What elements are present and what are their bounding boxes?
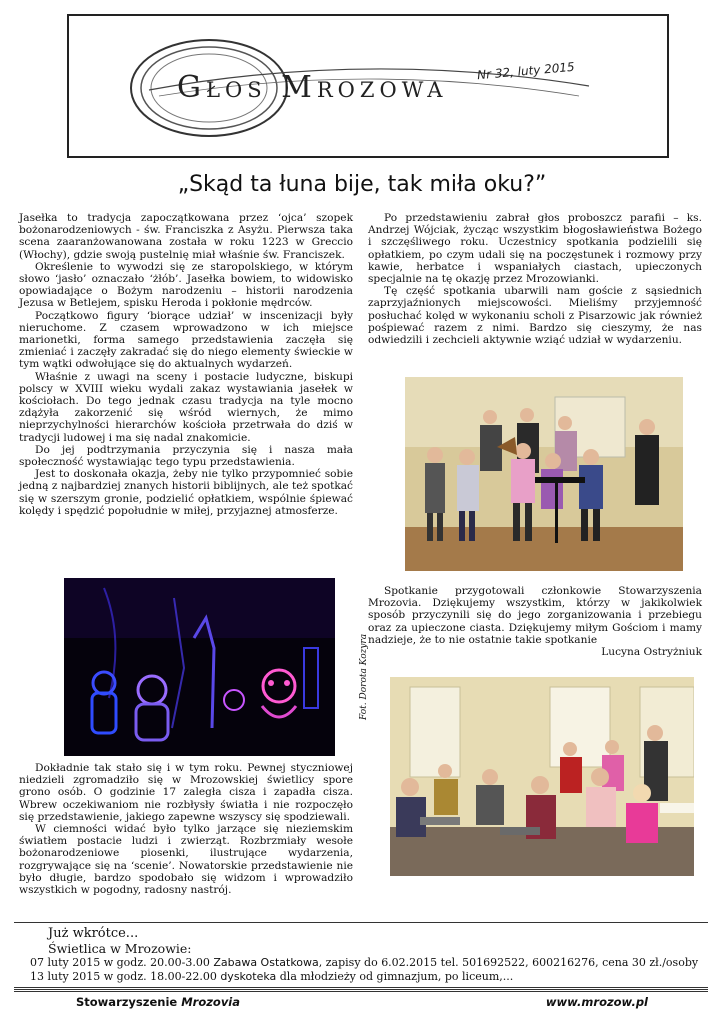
- footer-website-link[interactable]: www.mrozow.pl: [545, 995, 648, 1009]
- event-details: , zapisy do 6.02.2015 tel. 501692522, 600216276, cena 30 zł./osoby: [318, 956, 699, 969]
- paragraph: Właśnie z uwagi na sceny i postacie ludyczne, biskupi polscy w XVIII wieku wydali zakaz wystawiania jasełek w kościołach. Do tego jednak czasu tradycja na tyle mocno zdążyła zakorzenić się wśród wiernych, że mimo nieprzychylności hierarchów kościoła przetrwała do dziś w tradycji ludowej i ma się nadal znakomicie.: [19, 370, 353, 444]
- org-prefix: Stowarzyszenie: [76, 995, 182, 1009]
- photo-credit: Fot. Dorota Kozyra: [359, 633, 369, 720]
- event-name: dyskoteka: [220, 970, 277, 983]
- paragraph: Po przedstawieniu zabrał głos proboszcz parafii – ks. Andrzej Wójciak, życząc wszystkim błogosławieństwa Bożego i szczęśliwego roku. Uczestnicy spotkania podzielili się opłatkiem, po czym udali się na poczęstunek i rozmowy przy kawie, herbatce i wspaniałych ciastach, upieczonych specjalnie na tę okazję przez Mrozowianki.: [368, 212, 702, 286]
- event-details: dla młodzieży od gimnazjum, po liceum,...: [276, 970, 514, 983]
- paragraph: Spotkanie przygotowali członkowie Stowarzyszenia Mrozovia. Dziękujemy wszystkim, którzy w jakikolwiek sposób przyczynili się do jego zorganizowania i przebiegu oraz za upieczone ciasta. Dziękujemy miłym Gościom i mamy nadzieje, że to nie ostatnie takie spotkanie: [368, 585, 702, 646]
- footer-organization: [76, 995, 240, 1009]
- column-right-top: [368, 212, 702, 346]
- paragraph: Dokładnie tak stało się i w tym roku. Pewnej styczniowej niedzieli zgromadziło się w Mrozowskiej świetlicy spore grono osób. O godzinie 17 zaległa cisza i zapadła cisza. Wbrew oczekiwaniom nie rozbłysły światła i nie rozpoczęło się przedstawienie, jakiego zapewne wszyscy się spodziewali.: [19, 762, 353, 823]
- paragraph: Do jej podtrzymania przyczynia się i nasza mała społeczność wystawiając tego typu przedstawienia.: [19, 443, 353, 469]
- paragraph: Jasełka to tradycja zapoczątkowana przez ‘ojca’ szopek bożonarodzeniowych - św. Franciszka z Asyżu. Pierwsza taka scena zaaranżowanowana została w roku 1223 w Greccio (Włochy), gdzie swoją pustelnię miał właśnie św. Franciszek.: [19, 212, 353, 261]
- paragraph: Jest to doskonała okazja, żeby nie tylko przypomnieć sobie jedną z najbardziej znanych historii biblijnych, ale też spotkać się w szerszym gronie, podzielić opłatkiem, wspólnie śpiewać kolędy i spędzić popołudnie w miłej, przyjaznej atmosferze.: [19, 468, 353, 517]
- event-line: [30, 970, 513, 983]
- headline: „Skąd ta łuna bije, tak miła oku?”: [177, 172, 547, 197]
- paragraph: W ciemności widać było tylko jarzące się nieziemskim światłem postacie ludzi i zwierząt. Rozbrzmiały wesołe bożonarodzeniowe piosenki, ilustrujące wydarzenia, rozgrywające się na ‘scenie’. Nowatorskie przedstawienie nie było długie, bardzo spodobało się widzom i wprowadziło wszystkich w pogodny, radosny nastrój.: [19, 823, 353, 897]
- photo-glowing-nativity: [64, 578, 335, 756]
- column-left-top: [19, 212, 353, 517]
- photo-choir: [405, 377, 683, 571]
- column-left-bottom: [19, 762, 353, 896]
- paragraph: Określenie to wywodzi się ze staropolskiego, w którym słowo ‘jasło’ oznaczało ‘żłób’. Jasełka bowiem, to widowisko opowiadające o Bożym narodzeniu – historii narodzenia Jezusa w Betlejem, spisku Heroda i pokłonie mędrców.: [19, 260, 353, 310]
- event-date: 07 luty 2015 w godz. 20.00-3.00: [30, 956, 214, 969]
- paragraph: Tę część spotkania ubarwili nam goście z sąsiednich zaprzyjaźnionych miejscowości. Mieliśmy przyjemność posłuchać kolęd w wykonaniu scholi z Pisarzowic jak również pośpiewać razem z nimi. Bardzo się cieszymy, że nas odwiedzili i zechcieli aktywnie wziąć udział w wydarzeniu.: [368, 285, 702, 347]
- events-title: Już wkrótce...: [48, 926, 139, 941]
- event-name: Zabawa Ostatkowa: [213, 956, 319, 969]
- logo-text: Głos Mrozowa: [177, 70, 448, 105]
- upcoming-events-box: [14, 922, 708, 988]
- event-date: 13 luty 2015 w godz. 18.00-22.00: [30, 970, 221, 983]
- column-right-bottom: [368, 585, 702, 658]
- author-signature: Lucyna Ostryżniuk: [601, 646, 702, 659]
- masthead: [67, 14, 669, 158]
- issue-number: Nr 32, luty 2015: [476, 59, 576, 83]
- paragraph: Początkowo figury ‘biorące udział’ w inscenizacji były nieruchome. Z czasem wprowadzono w ich miejsce marionetki, forma samego przedstawienia zaczęła się zmieniać i zaczęły zakradać się do niego elementy świeckie w tym wątki odwołujące się do aktualnych wydarzeń.: [19, 309, 353, 371]
- events-venue: Świetlica w Mrozowie:: [48, 941, 192, 956]
- event-line: [30, 956, 698, 969]
- org-name: Mrozovia: [181, 995, 241, 1009]
- photo-audience: [390, 677, 694, 876]
- footer: [14, 989, 708, 1008]
